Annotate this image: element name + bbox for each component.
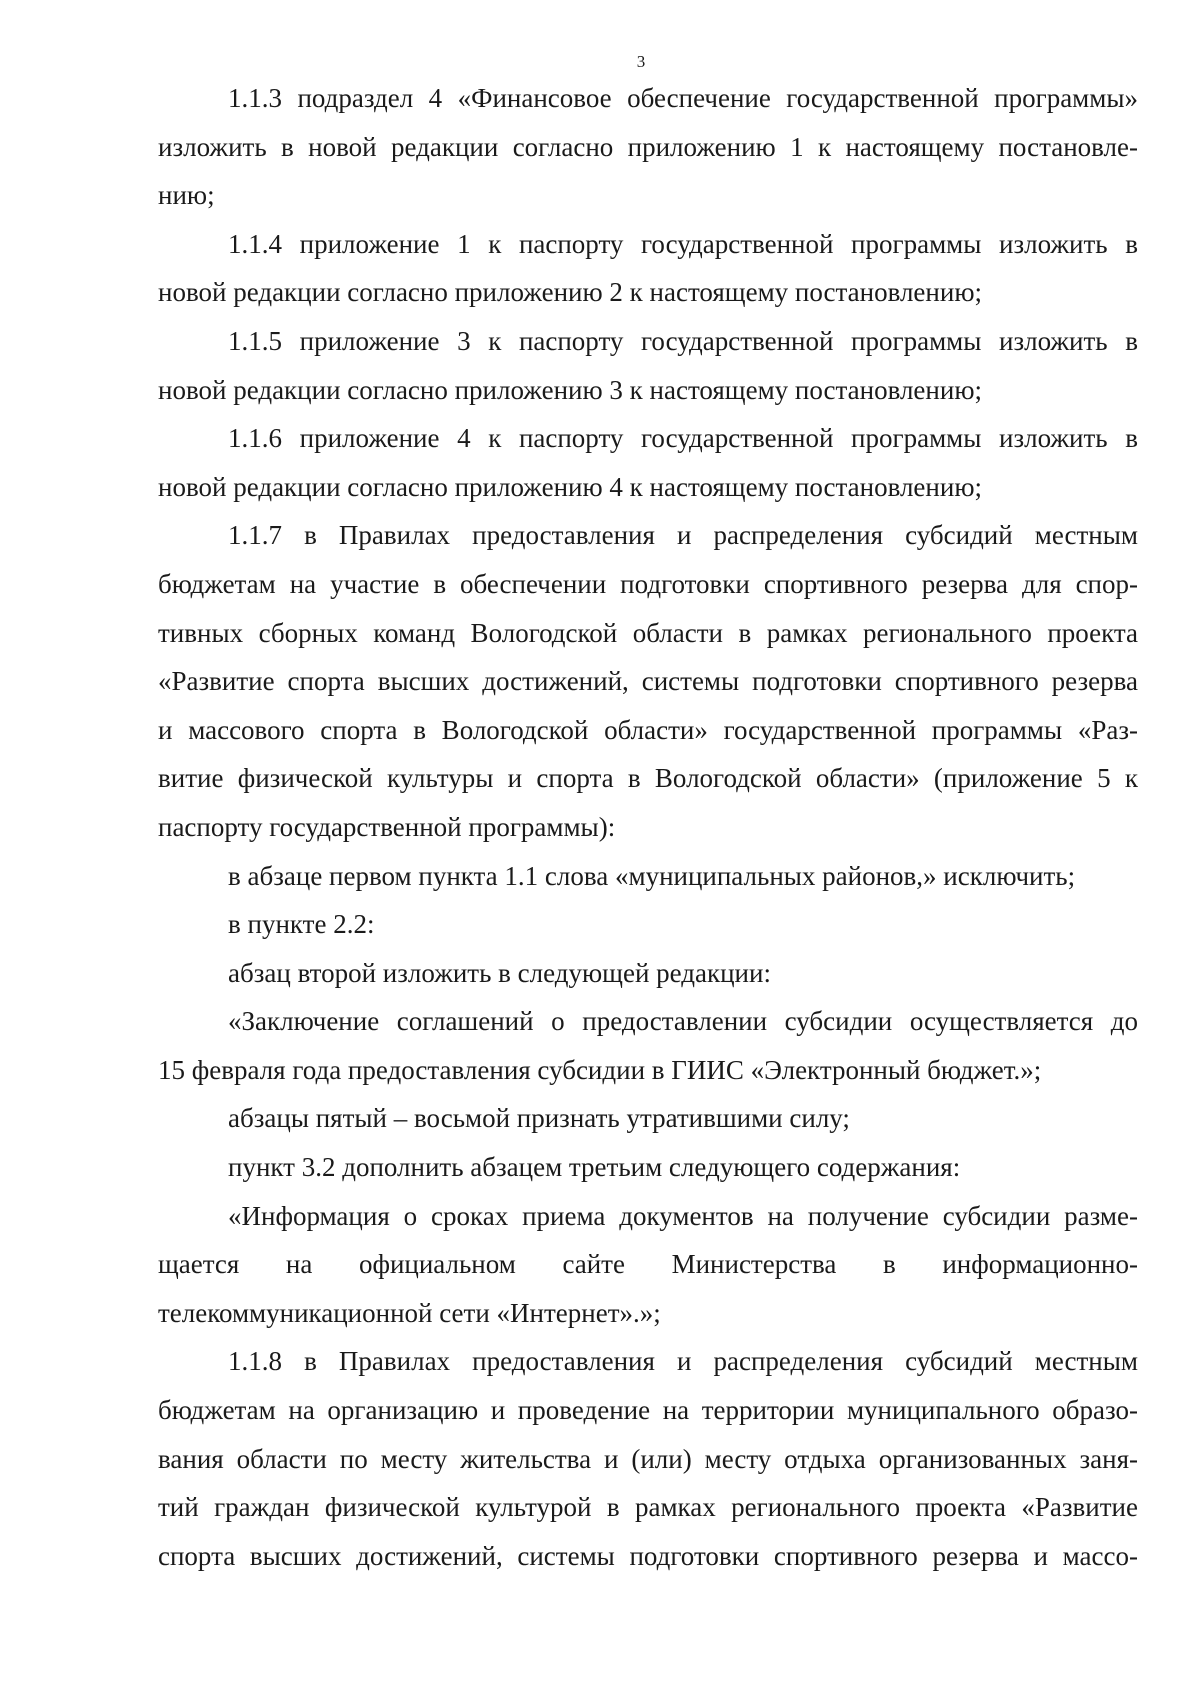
text-line: новой редакции согласно приложению 4 к настоящему постановлению; [158,471,982,502]
text-line: изложить в новой редакции согласно приложению 1 к настоящему постановле- [158,131,1138,162]
text-line: в пункте 2.2: [228,909,375,940]
text-line: вания области по месту жительства и (или) месту отдыха организованных заня- [158,1443,1138,1474]
text-line: абзацы пятый – восьмой признать утратившими силу; [228,1103,850,1134]
text-line: 1.1.6 приложение 4 к паспорту государственной программы изложить в [228,423,1138,454]
text-line: тий граждан физической культурой в рамках регионального проекта «Развитие [158,1492,1138,1523]
text-line: 1.1.3 подраздел 4 «Финансовое обеспечение государственной программы» [228,83,1138,113]
text-line: бюджетам на участие в обеспечении подготовки спортивного резерва для спор- [158,568,1138,599]
text-line: 1.1.4 приложение 1 к паспорту государственной программы изложить в [228,228,1138,259]
text-line: «Развитие спорта высших достижений, системы подготовки спортивного резерва [158,666,1138,697]
text-line: спорта высших достижений, системы подготовки спортивного резерва и массо- [158,1540,1138,1571]
text-line: в абзаце первом пункта 1.1 слова «муниципальных районов,» исключить; [228,860,1076,891]
text-line: новой редакции согласно приложению 2 к настоящему постановлению; [158,277,982,308]
text-line: бюджетам на организацию и проведение на территории муниципального образо- [158,1395,1138,1426]
text-line: 1.1.5 приложение 3 к паспорту государственной программы изложить в [228,325,1138,356]
text-line: паспорту государственной программы): [158,811,616,842]
text-line: 1.1.7 в Правилах предоставления и распределения субсидий местным [228,520,1138,551]
text-line: телекоммуникационной сети «Интернет».»; [158,1297,661,1328]
text-line: «Информация о сроках приема документов на получение субсидии разме- [228,1200,1138,1231]
text-line: нию; [158,180,215,211]
text-line: тивных сборных команд Вологодской области в рамках регионального проекта [158,617,1138,648]
text-line: и массового спорта в Вологодской области» государственной программы «Раз- [158,714,1138,745]
text-line: пункт 3.2 дополнить абзацем третьим следующего содержания: [228,1152,961,1183]
document-body [158,74,1138,1580]
text-line: новой редакции согласно приложению 3 к настоящему постановлению; [158,374,982,405]
text-line: щается на официальном сайте Министерства в информационно- [158,1249,1138,1280]
text-line: «Заключение соглашений о предоставлении субсидии осуществляется до [228,1006,1138,1037]
page-number: 3 [636,52,646,71]
text-line: 1.1.8 в Правилах предоставления и распределения субсидий местным [228,1346,1138,1377]
text-line: витие физической культуры и спорта в Вологодской области» (приложение 5 к [158,763,1138,794]
text-line: 15 февраля года предоставления субсидии в ГИИС «Электронный бюджет.»; [158,1054,1042,1085]
text-line: абзац второй изложить в следующей редакции: [228,957,771,988]
